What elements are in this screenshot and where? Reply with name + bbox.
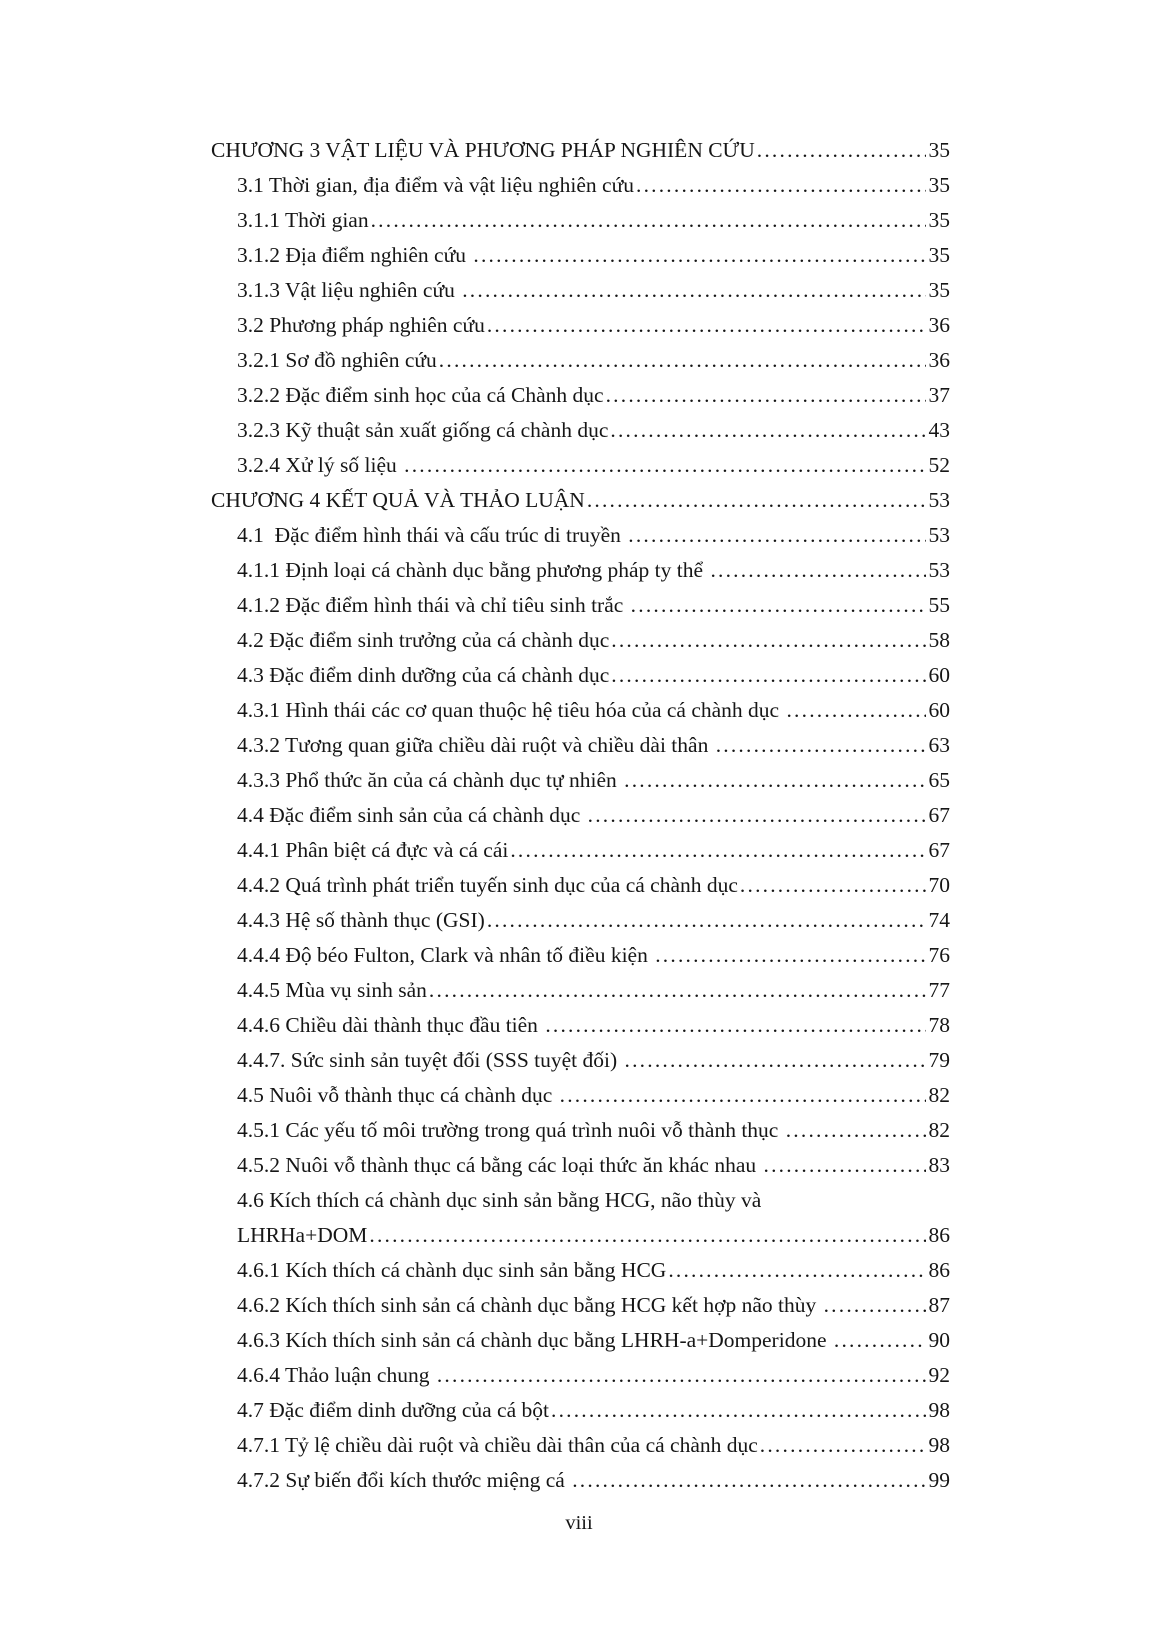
toc-entry [211, 763, 950, 798]
toc-dot-leader [560, 1078, 926, 1113]
toc-dot-leader [716, 728, 926, 763]
toc-entry-page: 98 [928, 1433, 950, 1457]
toc-entry-text: CHƯƠNG 4 KẾT QUẢ VÀ THẢO LUẬN [211, 488, 585, 512]
toc-dot-leader [710, 553, 925, 588]
toc-entry [211, 1323, 950, 1358]
toc-dot-leader [369, 1218, 925, 1253]
toc-entry-text: 4.4.7. Sức sinh sản tuyệt đối (SSS tuyệt đối) [237, 1048, 623, 1072]
toc-dot-leader [655, 938, 925, 973]
toc-entry-page: 74 [928, 908, 950, 932]
toc-entry [211, 1358, 950, 1393]
toc-entry-page: 70 [928, 873, 950, 897]
toc-dot-leader [371, 203, 926, 238]
toc-dot-leader [588, 798, 926, 833]
toc-entry-text: 4.6.4 Thảo luận chung [237, 1363, 435, 1387]
toc-entry-text: 4.3.3 Phổ thức ăn của cá chành dục tự nhiên [237, 768, 623, 792]
toc-dot-leader [545, 1008, 925, 1043]
toc-entry-page: 82 [928, 1118, 950, 1142]
toc-dot-leader [628, 518, 925, 553]
toc-entry-text: 4.3.1 Hình thái các cơ quan thuộc hệ tiêu hóa của cá chành dục [237, 698, 785, 722]
toc-entry-text: 4.2 Đặc điểm sinh trưởng của cá chành dục [237, 628, 610, 652]
toc-entry-page: 36 [928, 313, 950, 337]
page-number-footer: viii [565, 1512, 593, 1534]
toc-entry [211, 1218, 950, 1253]
toc-dot-leader [786, 1113, 926, 1148]
toc-entry-text: 3.2.2 Đặc điểm sinh học của cá Chành dục [237, 383, 604, 407]
toc-entry [211, 378, 950, 413]
toc-entry-page: 35 [928, 208, 950, 232]
toc-dot-leader [764, 1148, 926, 1183]
toc-dot-leader [510, 833, 925, 868]
toc-entry-page: 86 [928, 1223, 950, 1247]
toc-dot-leader [437, 1358, 926, 1393]
toc-entry-page: 77 [928, 978, 950, 1002]
toc-entry-text: 3.1.2 Địa điểm nghiên cứu [237, 243, 472, 267]
toc-dot-leader [611, 623, 925, 658]
toc-entry [211, 728, 950, 763]
toc-entry-text: 4.5.2 Nuôi vỗ thành thục cá bằng các loại thức ăn khác nhau [237, 1153, 762, 1177]
toc-entry-page: 92 [928, 1363, 950, 1387]
toc-entry [211, 588, 950, 623]
toc-entry [211, 1253, 950, 1288]
toc-entry [211, 168, 950, 203]
toc-entry-page: 52 [928, 453, 950, 477]
toc-entry [211, 658, 950, 693]
toc-entry [211, 448, 950, 483]
toc-dot-leader [551, 1393, 926, 1428]
toc-dot-leader [631, 588, 926, 623]
toc-entry [211, 273, 950, 308]
toc-entry-page: 86 [928, 1258, 950, 1282]
toc-entry [211, 238, 950, 273]
toc-entry [211, 623, 950, 658]
toc-entry-text: 3.2 Phương pháp nghiên cứu [237, 313, 485, 337]
toc-entry-text: 4.4.4 Độ béo Fulton, Clark và nhân tố điều kiện [237, 943, 654, 967]
toc-dot-leader [487, 903, 926, 938]
toc-entry-page: 65 [928, 768, 950, 792]
toc-entry-page: 35 [928, 278, 950, 302]
toc-entry [211, 413, 950, 448]
toc-entry-page: 87 [928, 1293, 950, 1317]
toc-entry-page: 37 [928, 383, 950, 407]
toc-dot-leader [757, 133, 926, 168]
toc-entry-page: 99 [928, 1468, 950, 1492]
toc-entry-text: 4.3 Đặc điểm dinh dưỡng của cá chành dục [237, 663, 610, 687]
toc-entry-page: 53 [928, 558, 950, 582]
toc-dot-leader [572, 1463, 925, 1498]
toc-entry [211, 1393, 950, 1428]
toc-entry-text: 4.4.1 Phân biệt cá đực và cá cái [237, 838, 509, 862]
toc-entry [211, 1288, 950, 1323]
toc-entry-page: 60 [928, 698, 950, 722]
toc-dot-leader [786, 693, 925, 728]
toc-entry-page: 36 [928, 348, 950, 372]
toc-entry-text: 4.1.1 Định loại cá chành dục bằng phương pháp ty thể [237, 558, 709, 582]
toc-entry-page: 82 [928, 1083, 950, 1107]
toc-entry-page: 35 [928, 138, 950, 162]
toc-entry [211, 973, 950, 1008]
toc-entry-text: CHƯƠNG 3 VẬT LIỆU VÀ PHƯƠNG PHÁP NGHIÊN CỨU [211, 138, 755, 162]
toc-dot-leader [824, 1288, 926, 1323]
toc-dot-leader [473, 238, 925, 273]
toc-entry-page: 35 [928, 243, 950, 267]
toc-entry [211, 833, 950, 868]
toc-entry-text: 3.2.1 Sơ đồ nghiên cứu [237, 348, 437, 372]
toc-dot-leader [487, 308, 926, 343]
toc-entry-page: 53 [928, 488, 950, 512]
toc-entry-text: 4.6.3 Kích thích sinh sản cá chành dục bằng LHRH-a+Domperidone [237, 1328, 832, 1352]
toc-entry-text: 4.1.2 Đặc điểm hình thái và chỉ tiêu sinh trắc [237, 593, 629, 617]
toc-entry [211, 1148, 950, 1183]
toc-dot-leader [668, 1253, 925, 1288]
toc-dot-leader [439, 343, 926, 378]
toc-entry-text: 4.4.3 Hệ số thành thục (GSI) [237, 908, 485, 932]
toc-entry-page: 43 [928, 418, 950, 442]
toc-entry-text: 3.1 Thời gian, địa điểm và vật liệu nghiên cứu [237, 173, 634, 197]
toc-entry [211, 1008, 950, 1043]
toc-entry [211, 868, 950, 903]
toc-entry [211, 343, 950, 378]
toc-entry-page: 55 [928, 593, 950, 617]
toc-dot-leader [404, 448, 925, 483]
toc-entry-page: 35 [928, 173, 950, 197]
toc-entry-text: 4.4.5 Mùa vụ sinh sản [237, 978, 427, 1002]
toc-dot-leader [636, 168, 926, 203]
toc-entry [211, 903, 950, 938]
toc-entry-page: 98 [928, 1398, 950, 1422]
toc-entry [211, 938, 950, 973]
toc-entry-text: 4.4.6 Chiều dài thành thục đầu tiên [237, 1013, 544, 1037]
toc-dot-leader [610, 413, 925, 448]
toc-entry-text: 3.1.1 Thời gian [237, 208, 369, 232]
toc-entry-text: LHRHa+DOM [237, 1223, 368, 1247]
toc-entry-page: 76 [928, 943, 950, 967]
toc-entry-page: 67 [928, 838, 950, 862]
toc-entry-text: 4.6.2 Kích thích sinh sản cá chành dục bằng HCG kết hợp não thùy [237, 1293, 822, 1317]
toc-entry-text: 4.7 Đặc điểm dinh dưỡng của cá bột [237, 1398, 549, 1422]
toc-entry-page: 67 [928, 803, 950, 827]
toc-entry [211, 1113, 950, 1148]
toc-dot-leader [606, 378, 926, 413]
toc-entry-text: 4.5.1 Các yếu tố môi trường trong quá trình nuôi vỗ thành thục [237, 1118, 784, 1142]
toc-entry-page: 53 [928, 523, 950, 547]
toc-dot-leader [625, 1043, 926, 1078]
toc-entry-page: 79 [928, 1048, 950, 1072]
toc-entry-text: 4.3.2 Tương quan giữa chiều dài ruột và chiều dài thân [237, 733, 714, 757]
toc-dot-leader [429, 973, 926, 1008]
toc-entry-page: 63 [928, 733, 950, 757]
toc-entry [211, 693, 950, 728]
toc-dot-leader [760, 1428, 926, 1463]
toc-dot-leader [624, 763, 925, 798]
toc-entry [211, 133, 950, 168]
toc-entry-text: 4.1 Đặc điểm hình thái và cấu trúc di truyền [237, 523, 627, 547]
toc-entry [211, 203, 950, 238]
toc-dot-leader [611, 658, 925, 693]
toc-entry [211, 308, 950, 343]
toc-entry-text: 4.6 Kích thích cá chành dục sinh sản bằng HCG, não thùy và [237, 1188, 762, 1212]
toc-entry-text: 3.2.4 Xử lý số liệu [237, 453, 403, 477]
toc-entry [211, 1043, 950, 1078]
toc-entry-text: 4.4.2 Quá trình phát triển tuyến sinh dục của cá chành dục [237, 873, 738, 897]
toc-entry [211, 1183, 950, 1218]
toc-entry [211, 1078, 950, 1113]
toc-dot-leader [462, 273, 925, 308]
toc-entry-page: 90 [928, 1328, 950, 1352]
toc-entry-text: 4.5 Nuôi vỗ thành thục cá chành dục [237, 1083, 558, 1107]
toc-dot-leader [740, 868, 926, 903]
toc-entry [211, 483, 950, 518]
toc-entry-text: 4.7.1 Tỷ lệ chiều dài ruột và chiều dài thân của cá chành dục [237, 1433, 758, 1457]
toc-entry-page: 78 [928, 1013, 950, 1037]
toc-entry-page: 83 [928, 1153, 950, 1177]
toc-entry [211, 518, 950, 553]
toc-entry [211, 553, 950, 588]
toc-entry-text: 4.7.2 Sự biến đổi kích thước miệng cá [237, 1468, 571, 1492]
toc-entry [211, 1463, 950, 1498]
toc-entry-text: 4.4 Đặc điểm sinh sản của cá chành dục [237, 803, 586, 827]
toc-dot-leader [834, 1323, 926, 1358]
toc-dot-leader [587, 483, 926, 518]
toc-entry [211, 798, 950, 833]
toc-entry-text: 3.1.3 Vật liệu nghiên cứu [237, 278, 461, 302]
toc-entry-text: 4.6.1 Kích thích cá chành dục sinh sản bằng HCG [237, 1258, 667, 1282]
toc-list [211, 133, 950, 1498]
toc-entry [211, 1428, 950, 1463]
toc-entry-text: 3.2.3 Kỹ thuật sản xuất giống cá chành dục [237, 418, 609, 442]
toc-entry-page: 58 [928, 628, 950, 652]
toc-entry-page: 60 [928, 663, 950, 687]
